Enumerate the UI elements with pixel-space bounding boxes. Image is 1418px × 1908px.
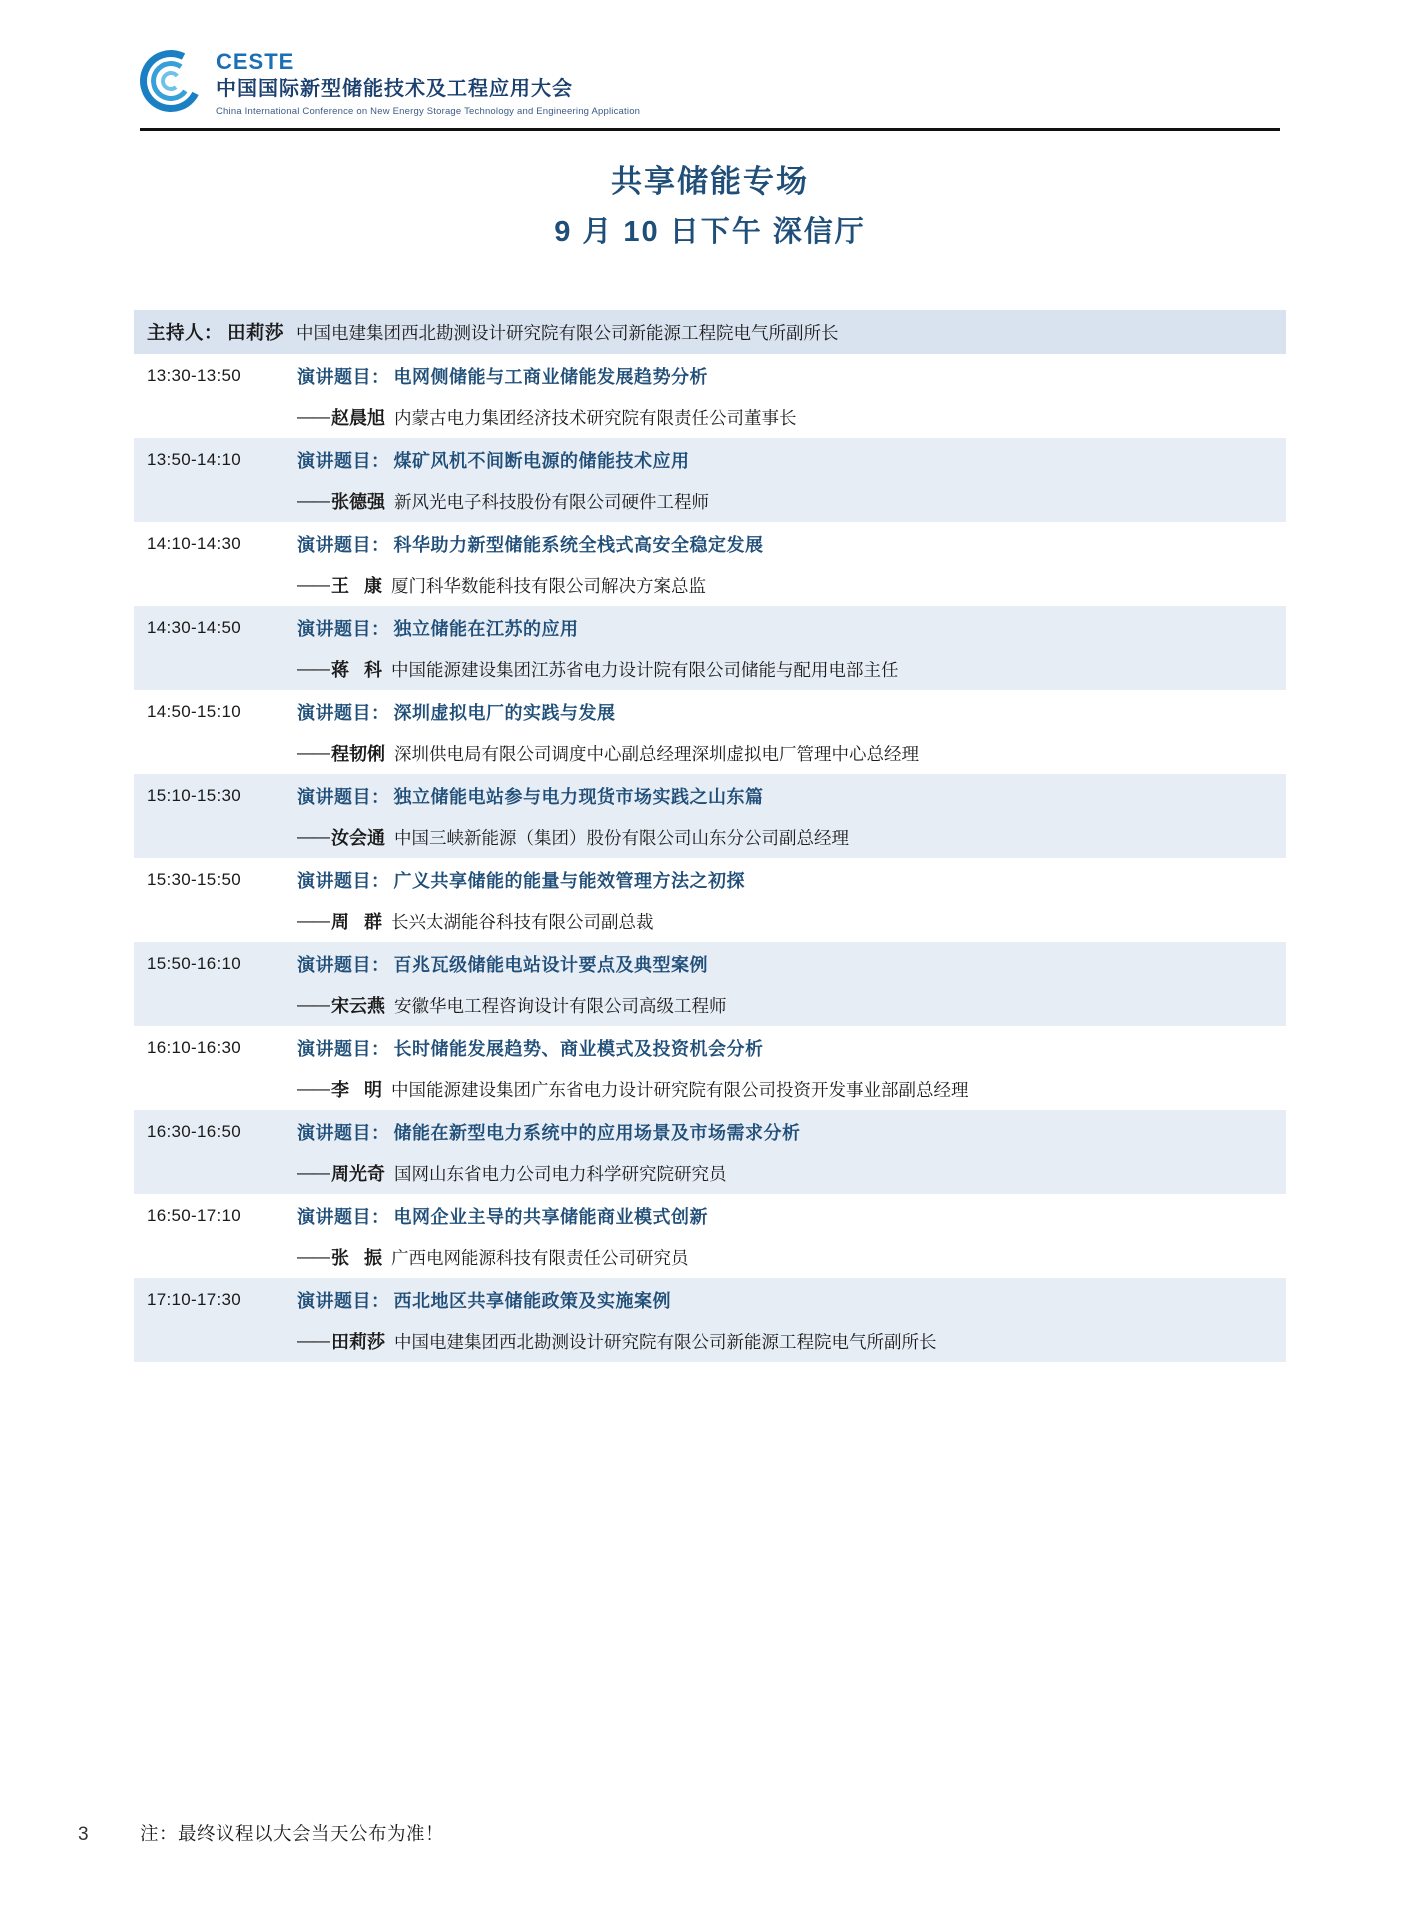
page-title-line2: 9 月 10 日下午 深信厅 bbox=[554, 215, 866, 248]
speaker-dash: —— bbox=[297, 407, 329, 426]
speaker-name: 田莉莎 bbox=[331, 1332, 385, 1352]
speaker-dash: —— bbox=[297, 491, 329, 510]
speaker-name: 王 康 bbox=[331, 576, 383, 596]
topic-label: 演讲题目： bbox=[297, 451, 390, 471]
agenda-session bbox=[134, 1194, 1286, 1278]
session-time: 15:30-15:50 bbox=[147, 870, 242, 889]
agenda-session bbox=[134, 1110, 1286, 1194]
header-divider bbox=[140, 128, 1280, 131]
speaker-organization: 内蒙古电力集团经济技术研究院有限责任公司董事长 bbox=[394, 407, 797, 428]
speaker-name: 张 振 bbox=[331, 1248, 383, 1268]
speaker-dash: —— bbox=[297, 659, 329, 678]
session-time: 17:10-17:30 bbox=[147, 1290, 242, 1309]
agenda-session bbox=[134, 858, 1286, 942]
agenda-session bbox=[134, 1278, 1286, 1362]
topic-label: 演讲题目： bbox=[297, 535, 390, 555]
session-time: 14:30-14:50 bbox=[147, 618, 242, 637]
topic-label: 演讲题目： bbox=[297, 1123, 390, 1143]
logo-name-cn: 中国国际新型储能技术及工程应用大会 bbox=[216, 78, 573, 101]
speaker-organization: 国网山东省电力公司电力科学研究院研究员 bbox=[394, 1163, 727, 1184]
logo-acronym: CESTE bbox=[216, 49, 295, 74]
topic-label: 演讲题目： bbox=[297, 871, 390, 891]
topic-label: 演讲题目： bbox=[297, 1291, 390, 1311]
agenda-session bbox=[134, 1026, 1286, 1110]
logo-text-block bbox=[216, 48, 640, 117]
speaker-organization: 中国能源建设集团江苏省电力设计院有限公司储能与配用电部主任 bbox=[391, 659, 899, 680]
footer-note: 注：最终议程以大会当天公布为准！ bbox=[140, 1823, 445, 1844]
speaker-name: 周 群 bbox=[331, 912, 383, 932]
agenda-session bbox=[134, 606, 1286, 690]
session-topic: 科华助力新型储能系统全栈式高安全稳定发展 bbox=[393, 535, 764, 555]
page-number: 3 bbox=[78, 1824, 89, 1845]
speaker-dash: —— bbox=[297, 911, 329, 930]
topic-label: 演讲题目： bbox=[297, 955, 390, 975]
host-row bbox=[134, 310, 1286, 354]
logo-name-en: China International Conference on New Energy Storage Technology and Engineering Application bbox=[216, 106, 641, 118]
session-topic: 独立储能在江苏的应用 bbox=[393, 619, 579, 639]
speaker-name: 李 明 bbox=[331, 1080, 383, 1100]
speaker-organization: 中国三峡新能源（集团）股份有限公司山东分公司副总经理 bbox=[394, 827, 849, 848]
speaker-organization: 长兴太湖能谷科技有限公司副总裁 bbox=[391, 911, 654, 932]
speaker-dash: —— bbox=[297, 1331, 329, 1350]
session-time: 14:10-14:30 bbox=[147, 534, 242, 553]
agenda-session bbox=[134, 942, 1286, 1026]
speaker-organization: 深圳供电局有限公司调度中心副总经理深圳虚拟电厂管理中心总经理 bbox=[394, 743, 919, 764]
agenda-session bbox=[134, 522, 1286, 606]
speaker-organization: 中国能源建设集团广东省电力设计研究院有限公司投资开发事业部副总经理 bbox=[391, 1079, 969, 1100]
session-time: 14:50-15:10 bbox=[147, 702, 242, 721]
topic-label: 演讲题目： bbox=[297, 367, 390, 387]
session-time: 15:50-16:10 bbox=[147, 954, 242, 973]
host-name: 田莉莎 bbox=[227, 322, 285, 343]
agenda-session bbox=[134, 690, 1286, 774]
session-topic: 深圳虚拟电厂的实践与发展 bbox=[393, 703, 616, 723]
topic-label: 演讲题目： bbox=[297, 1039, 390, 1059]
agenda-session bbox=[134, 438, 1286, 522]
speaker-dash: —— bbox=[297, 575, 329, 594]
speaker-name: 周光奇 bbox=[331, 1164, 385, 1184]
session-topic: 独立储能电站参与电力现货市场实践之山东篇 bbox=[393, 787, 764, 807]
agenda-session bbox=[134, 354, 1286, 438]
host-label: 主持人： bbox=[147, 322, 224, 343]
topic-label: 演讲题目： bbox=[297, 619, 390, 639]
topic-label: 演讲题目： bbox=[297, 1207, 390, 1227]
host-organization: 中国电建集团西北勘测设计研究院有限公司新能源工程院电气所副所长 bbox=[296, 322, 839, 343]
document-header bbox=[140, 48, 1280, 126]
topic-label: 演讲题目： bbox=[297, 787, 390, 807]
session-topic: 电网侧储能与工商业储能发展趋势分析 bbox=[393, 367, 708, 387]
session-topic: 长时储能发展趋势、商业模式及投资机会分析 bbox=[393, 1039, 764, 1059]
speaker-name: 张德强 bbox=[331, 492, 385, 512]
document-footer bbox=[78, 1820, 1338, 1846]
page-title bbox=[140, 160, 1280, 254]
session-time: 16:10-16:30 bbox=[147, 1038, 242, 1057]
session-topic: 煤矿风机不间断电源的储能技术应用 bbox=[393, 451, 690, 471]
speaker-organization: 广西电网能源科技有限责任公司研究员 bbox=[391, 1247, 689, 1268]
speaker-name: 程韧俐 bbox=[331, 744, 385, 764]
agenda-session bbox=[134, 774, 1286, 858]
speaker-name: 赵晨旭 bbox=[331, 408, 385, 428]
session-time: 16:30-16:50 bbox=[147, 1122, 242, 1141]
speaker-dash: —— bbox=[297, 1163, 329, 1182]
session-topic: 百兆瓦级储能电站设计要点及典型案例 bbox=[393, 955, 708, 975]
session-topic: 广义共享储能的能量与能效管理方法之初探 bbox=[393, 871, 745, 891]
speaker-name: 汝会通 bbox=[331, 828, 385, 848]
agenda-table bbox=[134, 310, 1286, 1362]
speaker-name: 蒋 科 bbox=[331, 660, 383, 680]
speaker-organization: 安徽华电工程咨询设计有限公司高级工程师 bbox=[394, 995, 727, 1016]
session-time: 16:50-17:10 bbox=[147, 1206, 242, 1225]
ceste-swirl-logo-icon bbox=[140, 50, 202, 112]
session-time: 15:10-15:30 bbox=[147, 786, 242, 805]
speaker-name: 宋云燕 bbox=[331, 996, 385, 1016]
topic-label: 演讲题目： bbox=[297, 703, 390, 723]
session-time: 13:50-14:10 bbox=[147, 450, 242, 469]
speaker-organization: 新风光电子科技股份有限公司硬件工程师 bbox=[394, 491, 709, 512]
speaker-dash: —— bbox=[297, 995, 329, 1014]
session-time: 13:30-13:50 bbox=[147, 366, 242, 385]
speaker-organization: 厦门科华数能科技有限公司解决方案总监 bbox=[391, 575, 707, 596]
speaker-organization: 中国电建集团西北勘测设计研究院有限公司新能源工程院电气所副所长 bbox=[394, 1331, 937, 1352]
speaker-dash: —— bbox=[297, 1247, 329, 1266]
speaker-dash: —— bbox=[297, 1079, 329, 1098]
speaker-dash: —— bbox=[297, 827, 329, 846]
session-topic: 电网企业主导的共享储能商业模式创新 bbox=[393, 1207, 708, 1227]
page-title-line1: 共享储能专场 bbox=[611, 164, 809, 199]
session-topic: 储能在新型电力系统中的应用场景及市场需求分析 bbox=[393, 1123, 801, 1143]
speaker-dash: —— bbox=[297, 743, 329, 762]
session-topic: 西北地区共享储能政策及实施案例 bbox=[393, 1291, 671, 1311]
